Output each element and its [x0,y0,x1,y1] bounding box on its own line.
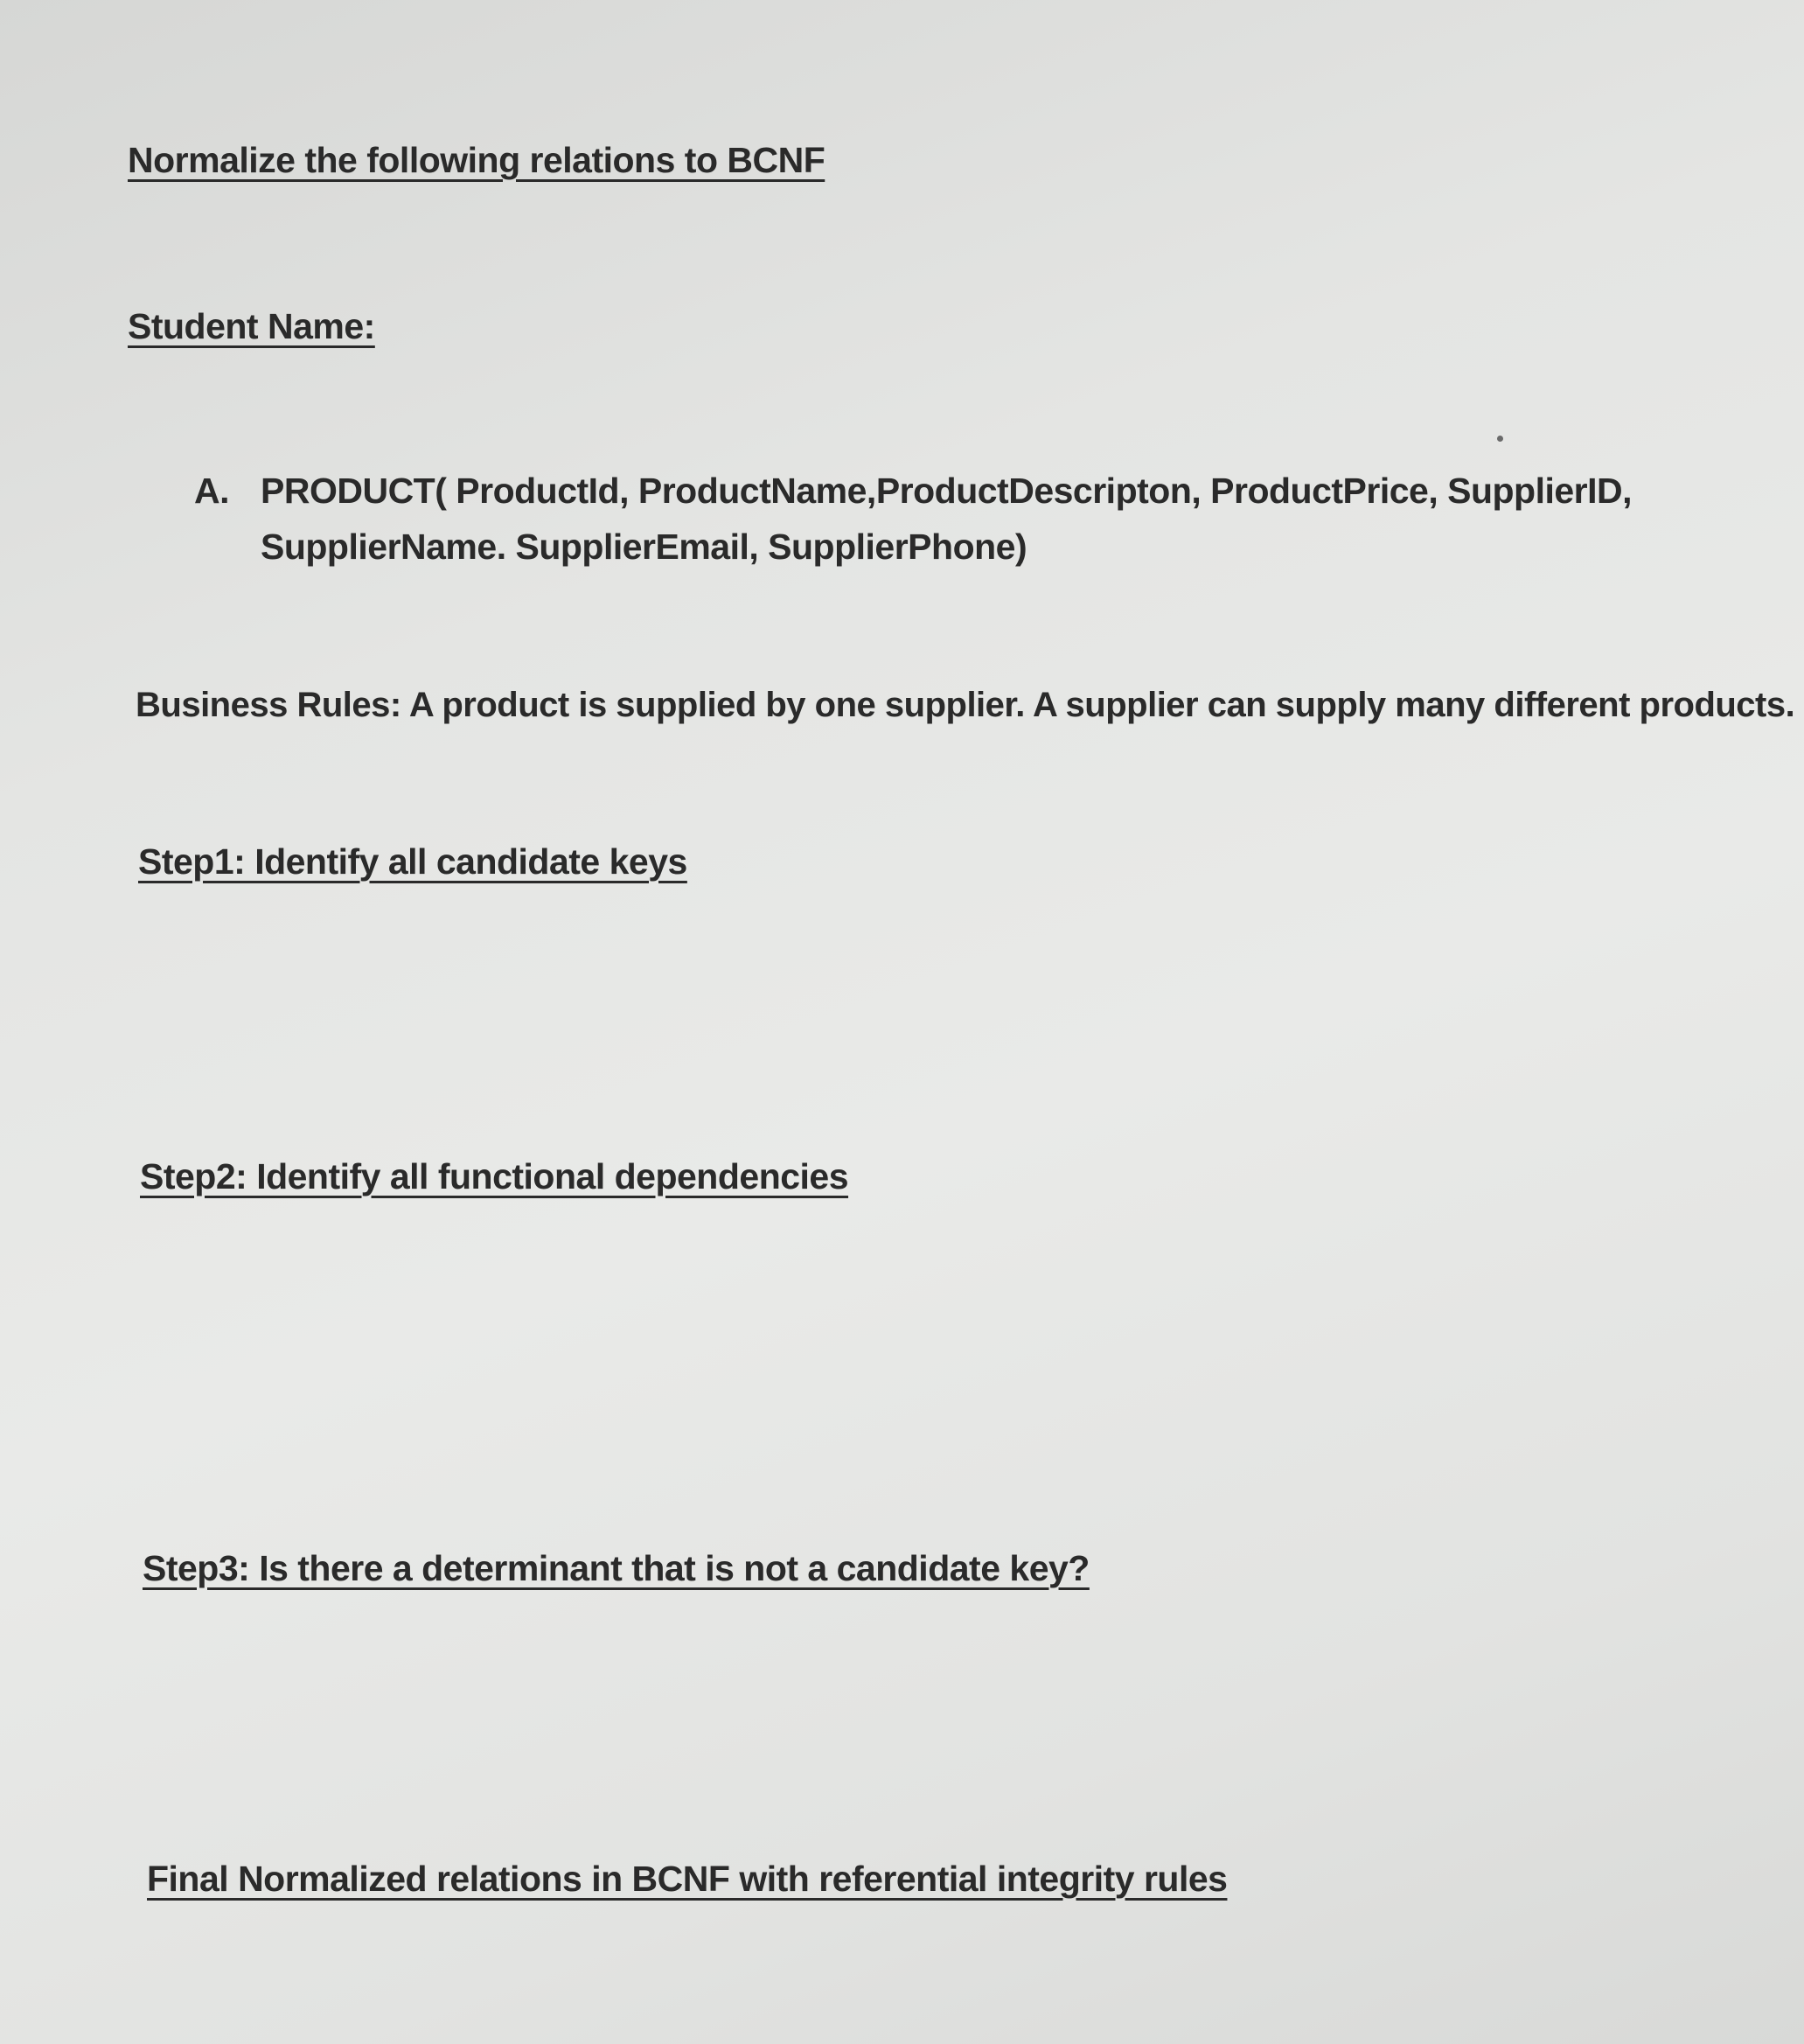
final-relations-heading: Final Normalized relations in BCNF with referential integrity rules [147,1859,1228,1899]
step3-heading: Step3: Is there a determinant that is not a candidate key? [143,1548,1090,1588]
business-rules: Business Rules: A product is supplied by one supplier. A supplier can supply many different products. [136,686,1795,724]
student-name-label: Student Name: [128,306,375,346]
step2-heading: Step2: Identify all functional dependencies [140,1156,849,1196]
step1-heading: Step1: Identify all candidate keys [138,841,687,882]
relation-definition-line2: SupplierName. SupplierEmail, SupplierPhone) [261,527,1027,567]
relation-list-marker: A. [194,471,229,511]
page-title: Normalize the following relations to BCNF [128,140,825,180]
relation-definition-line1: PRODUCT( ProductId, ProductName,ProductDescripton, ProductPrice, SupplierID, [261,471,1633,511]
stray-dot [1497,436,1503,442]
